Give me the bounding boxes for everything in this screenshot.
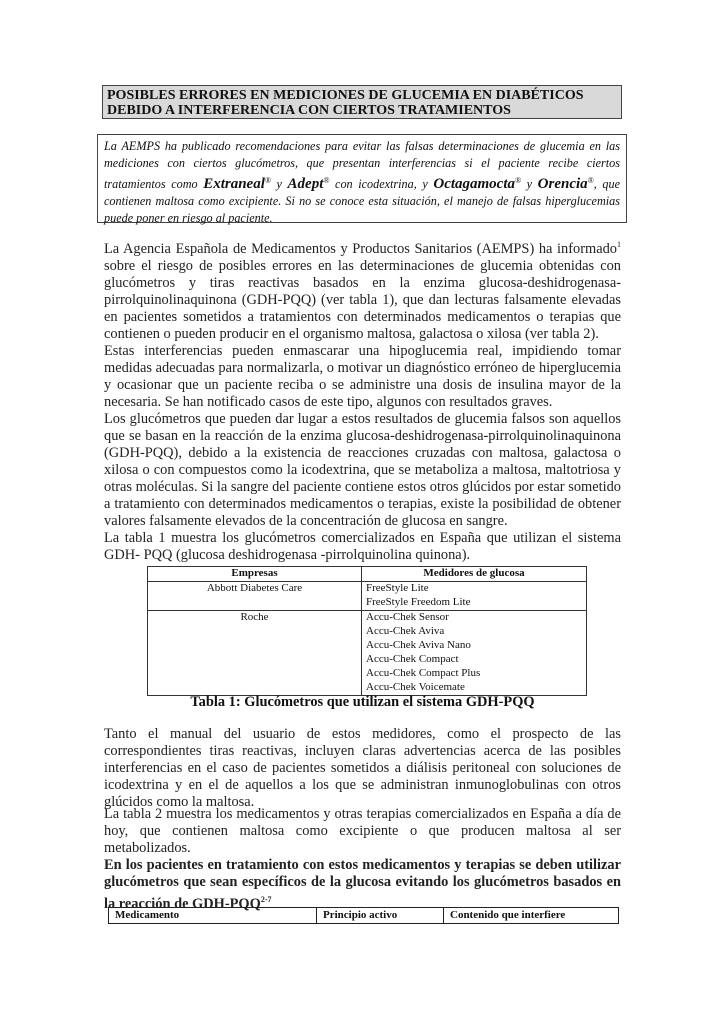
drug-name-extraneal: Extraneal bbox=[203, 176, 265, 193]
main-body-text bbox=[104, 236, 621, 564]
meter-item: FreeStyle Lite bbox=[366, 582, 429, 594]
paragraph-1-start: La Agencia Española de Medicamentos y Productos Sanitarios (AEMPS) ha informado bbox=[104, 240, 617, 257]
paragraph-1 bbox=[104, 236, 621, 343]
registered-mark: ® bbox=[323, 176, 330, 185]
footnote-ref: 2-7 bbox=[260, 895, 272, 904]
intro-sep-2: y bbox=[521, 177, 538, 192]
company-cell: Roche bbox=[148, 611, 362, 696]
intro-text-2: con icodextrina, y bbox=[329, 177, 434, 192]
drug-name-octagamocta: Octagamocta bbox=[433, 176, 516, 193]
paragraph-7-recommendation bbox=[104, 857, 621, 913]
meter-item: Accu-Chek Sensor bbox=[366, 611, 449, 623]
manual-paragraph-block bbox=[104, 726, 621, 811]
table-1-caption: Tabla 1: Glucómetros que utilizan el sistema GDH-PQQ bbox=[190, 694, 535, 710]
paragraph-6: La tabla 2 muestra los medicamentos y otras terapias comercializados en España a día de hoy, que contienen maltosa como excipiente o que producen maltosa al ser metabolizados. bbox=[104, 806, 621, 856]
registered-mark: ® bbox=[515, 176, 522, 185]
title-line-2: DEBIDO A INTERFERENCIA CON CIERTOS TRATAMIENTOS bbox=[107, 103, 511, 118]
recommendation-text: En los pacientes en tratamiento con estos medicamentos y terapias se deben utilizar glucómetros que sean específicos de la glucosa evitando los glucómetros basados en la reacción de GDH-PQQ bbox=[104, 857, 621, 912]
footnote-ref: 1 bbox=[617, 240, 621, 249]
table-header-row bbox=[109, 908, 619, 924]
paragraph-3: Los glucómetros que pueden dar lugar a estos resultados de glucemia falsos son aquellos que se basan en la reacción de la enzima glucosa-deshidrogenasa-pirrolquinolinaquinona (GDH-PQQ), debido a la existencia de reacciones cruzadas con maltosa, galactosa o xilosa o con compuestos como la icodextrina, que se metaboliza a maltosa, maltotriosa y otras moléculas. Si la sangre del paciente contiene estos otros glúcidos por estar sometido a tratamiento con determinados medicamentos o terapias, existe la posibilidad de obtener valores falsamente elevados de la concentración de glucosa en sangre. bbox=[104, 410, 621, 529]
column-header-meters: Medidores de glucosa bbox=[362, 567, 587, 582]
paragraph-2: Estas interferencias pueden enmascarar una hipoglucemia real, impidiendo tomar medidas adecuadas para normalizarla, o motivar un diagnóstico erróneo de hiperglucemia y ocasionar que un paciente reciba o se administre una dosis de insulina mayor de la necesaria. Se han notificado casos de este tipo, algunos con resultados graves. bbox=[104, 342, 621, 410]
paragraph-1-end: sobre el riesgo de posibles errores en las determinaciones de glucemia obtenidas con glucómetros y tiras reactivas basados en la enzima glucosa-deshidrogenasa-pirrolquinolinaquinona (GDH-PQQ) (ver tabla 1), que dan lecturas falsamente elevadas en pacientes sometidos a tratamientos con determinados medicamentos o terapias que contienen o pueden producir en el organismo maltosa, galactosa o xilosa (ver tabla 2). bbox=[104, 257, 621, 342]
registered-mark: ® bbox=[264, 176, 271, 185]
meter-item: Accu-Chek Aviva bbox=[366, 625, 445, 637]
title-line-1: POSIBLES ERRORES EN MEDICIONES DE GLUCEMIA EN DIABÉTICOS bbox=[107, 88, 584, 103]
meter-item: Accu-Chek Aviva Nano bbox=[366, 639, 471, 651]
meters-cell bbox=[362, 582, 587, 611]
column-header-medication: Medicamento bbox=[109, 908, 317, 924]
column-header-active-ingredient: Principio activo bbox=[317, 908, 444, 924]
paragraph-4: La tabla 1 muestra los glucómetros comercializados en España que utilizan el sistema GDH- PQQ (glucosa deshidrogenasa -pirrolquinolina quinona). bbox=[104, 529, 621, 563]
column-header-interfering-content: Contenido que interfiere bbox=[444, 908, 619, 924]
meter-item: Accu-Chek Voicemate bbox=[366, 681, 465, 693]
intro-text-3: , que contienen maltosa como excipiente. Si no se conoce esta situación, el manejo de falsas hiperglucemias puede poner en riesgo al paciente. bbox=[104, 177, 620, 226]
drug-name-orencia: Orencia bbox=[537, 176, 588, 193]
intro-sep-1: y bbox=[270, 177, 288, 192]
meter-item: Accu-Chek Compact Plus bbox=[366, 667, 481, 679]
company-cell: Abbott Diabetes Care bbox=[148, 582, 362, 611]
intro-summary-box bbox=[97, 134, 627, 226]
drug-name-adept: Adept bbox=[287, 176, 324, 193]
table-2-intro-block bbox=[104, 806, 621, 913]
column-header-companies: Empresas bbox=[148, 567, 362, 582]
meter-item: Accu-Chek Compact bbox=[366, 653, 459, 665]
registered-mark: ® bbox=[587, 176, 594, 185]
table-row bbox=[148, 611, 587, 696]
table-header-row bbox=[148, 567, 587, 582]
glucometers-table bbox=[147, 566, 587, 696]
medications-table bbox=[108, 907, 619, 924]
meters-cell bbox=[362, 611, 587, 696]
meter-item: FreeStyle Freedom Lite bbox=[366, 596, 471, 608]
table-row bbox=[148, 582, 587, 611]
document-title bbox=[102, 85, 622, 119]
intro-text-1: La AEMPS ha publicado recomendaciones para evitar las falsas determinaciones de glucemia en las mediciones con ciertos glucómetros, que presentan interferencias si el paciente recibe ciertos tratamientos como bbox=[104, 139, 620, 192]
paragraph-5: Tanto el manual del usuario de estos medidores, como el prospecto de las correspondientes tiras reactivas, incluyen claras advertencias acerca de las posibles interferencias en el caso de pacientes sometidos a diálisis peritoneal con soluciones de icodextrina y en el de aquellos a los que se administran inmunoglobulinas con otros glúcidos como la maltosa. bbox=[104, 726, 621, 810]
